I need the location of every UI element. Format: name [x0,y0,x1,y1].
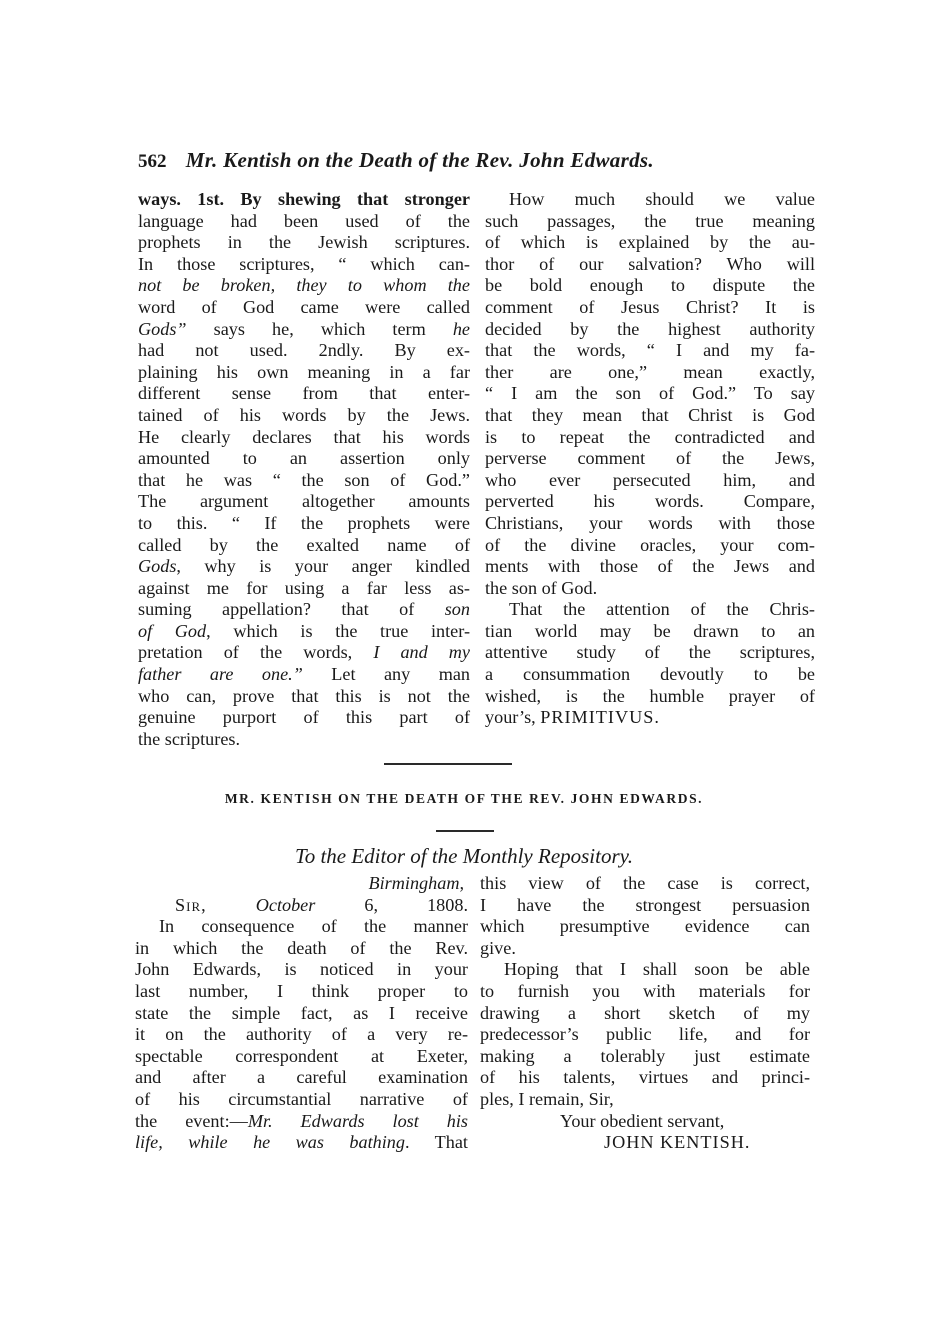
text-segment: suming appellation? that of [138,599,445,620]
text-segment: of his circumstantial narrative of [135,1088,468,1109]
text-line [485,362,815,384]
text-line [135,1046,468,1068]
text-segment: the scriptures. [138,728,241,749]
text-segment: By shewing that stronger [240,189,470,209]
text-line [485,319,815,341]
text-segment: called by the exalted name of [138,534,470,555]
text-line [485,383,815,405]
text-line [480,1067,810,1089]
text-segment: it on the authority of a very re- [135,1024,468,1045]
article-left-lines [135,916,468,1154]
text-line [138,664,470,686]
text-line [138,340,470,362]
text-line [485,513,815,535]
text-segment: That the attention of the Chris- [509,599,815,620]
text-line [138,513,470,535]
article-right-column [480,873,810,1154]
text-line [138,556,470,578]
text-line [480,895,810,917]
text-segment: ples, I remain, Sir, [480,1088,614,1109]
dateline-place: Birmingham, [368,873,464,893]
text-line [485,254,815,276]
previous-letter-sign-off [485,707,815,729]
text-segment: plaining his own meaning in a far [138,361,470,382]
text-line [480,873,810,895]
text-segment: predecessor’s public life, and for [480,1024,810,1045]
text-line [485,470,815,492]
text-segment: that they mean that Christ is God [485,404,815,425]
text-segment: different sense from that enter- [138,383,470,404]
dateline-date: October 6, 1808. [255,894,469,915]
text-line [135,959,468,981]
text-segment: comment of Jesus Christ? It is [485,296,815,317]
text-segment: be bold enough to dispute the [485,275,815,296]
text-segment: I and my [373,642,471,663]
text-line [480,959,810,981]
text-line [138,405,470,427]
text-line [138,686,470,708]
text-line [485,664,815,686]
text-line [485,340,815,362]
text-segment: The argument altogether amounts [138,491,470,512]
page-number: 562 [138,151,167,172]
text-line [485,405,815,427]
text-segment: perverse comment of the Jews, [485,448,815,469]
text-line [138,470,470,492]
text-segment: In consequence of the manner [159,916,468,937]
text-segment: perverted his words. Compare, [485,491,815,512]
text-segment: John Edwards, is noticed in your [135,959,468,980]
text-line [138,254,470,276]
text-segment: to this. “ If the prophets were [138,512,470,533]
text-segment: father are one.” [138,664,303,685]
text-segment: life, while he was bathing [135,1132,405,1153]
salutation-dateline [135,895,468,917]
text-line [135,1111,468,1133]
closing-line: your’s, [485,707,536,728]
text-line [485,556,815,578]
text-segment: of the divine oracles, your com- [485,534,815,555]
text-segment: that he was “ the son of God.” [138,469,470,490]
text-line [138,448,470,470]
text-line [485,535,815,557]
text-segment: pretation of the words, [138,642,374,663]
text-segment: Christians, your words with those [485,512,815,533]
text-segment: he [452,318,470,339]
text-segment: had not used. 2ndly. By ex- [138,340,470,361]
title-divider-rule [436,830,494,832]
text-line [480,938,810,960]
text-line [138,642,470,664]
text-segment: against me for using a far less as- [138,577,470,598]
text-line [485,686,815,708]
text-segment: which presumptive evidence can [480,916,810,937]
text-line [485,642,815,664]
text-line [480,981,810,1003]
text-segment: of his talents, virtues and princi- [480,1067,810,1088]
text-segment: in which the death of the Rev. [135,937,468,958]
text-segment: the son of God. [485,577,598,598]
text-line [138,535,470,557]
text-segment: How much should we value [509,189,815,209]
text-segment: thor of our salvation? Who will [485,253,815,274]
text-line [485,297,815,319]
text-line [485,448,815,470]
text-line [138,427,470,449]
text-segment: that the words, “ I and my fa- [485,340,815,361]
text-segment: ther are one,” mean exactly, [485,361,815,382]
text-segment: says he, which term [186,318,453,339]
text-segment: the event:— [135,1110,248,1131]
text-segment: son [444,599,470,620]
text-segment: they to whom the [296,275,470,296]
text-line [135,1067,468,1089]
text-segment: and after a careful examination [135,1067,468,1088]
text-line [138,491,470,513]
article-left-column [135,873,468,1154]
text-line [485,491,815,513]
text-segment: Gods” [138,318,187,339]
text-line [138,578,470,600]
text-line [138,275,470,297]
text-line [135,981,468,1003]
section-divider-rule [384,763,512,765]
text-line [135,1089,468,1111]
text-segment: state the simple fact, as I receive [135,1002,468,1023]
text-segment: not be broken, [138,275,297,296]
text-segment: He clearly declares that his words [138,426,470,447]
text-line [138,599,470,621]
text-segment: , which is the true inter- [206,620,470,641]
text-segment: decided by the highest authority [485,318,815,339]
text-segment: drawing a short sketch of my [480,1002,810,1023]
text-segment: a consummation devoutly to be [485,664,815,685]
article-right-lines [480,873,810,1111]
text-segment: Gods [138,556,177,577]
text-segment: In those scriptures, “ which can- [138,253,470,274]
text-line [135,916,468,938]
article-title: MR. KENTISH ON THE DEATH OF THE REV. JOHN EDWARDS. [224,791,704,806]
text-line [485,578,815,600]
text-line [135,1132,468,1154]
text-segment: of which is explained by the au- [485,232,815,253]
text-segment: who ever persecuted him, and [485,469,815,490]
text-segment: genuine purport of this part of [138,707,470,728]
text-segment: tained of his words by the Jews. [138,404,470,425]
text-segment: 1st. [197,189,241,209]
text-segment: give. [480,937,516,958]
text-line [138,383,470,405]
text-line [138,297,470,319]
previous-letter-right-lines [485,189,815,707]
text-segment: word of God came were called [138,296,470,317]
text-segment: Mr. Edwards lost his [247,1110,468,1131]
text-segment: last number, I think proper to [135,980,468,1001]
text-line [480,1046,810,1068]
text-segment: spectable correspondent at Exeter, [135,1045,468,1066]
text-segment: is to repeat the contradicted and [485,426,815,447]
running-header [138,148,818,178]
text-line [135,1024,468,1046]
closing-salutation: Your obedient servant, [560,1110,725,1131]
text-segment: wished, is the humble prayer of [485,685,815,706]
text-segment: , why is your anger kindled [176,556,470,577]
salutation: Sir, [175,894,207,915]
text-line [480,916,810,938]
signature-primitivus: PRIMITIVUS. [540,707,660,728]
text-line [485,232,815,254]
text-line [480,1089,810,1111]
text-line [138,707,470,729]
text-segment: tian world may be drawn to an [485,620,815,641]
text-line [138,621,470,643]
text-segment: language had been used of the [138,210,470,231]
text-segment: amounted to an assertion only [138,448,470,469]
text-segment: to furnish you with materials for [480,980,810,1001]
previous-letter-left-column [138,189,470,750]
text-line [480,1024,810,1046]
text-segment: who can, prove that this is not the [138,685,470,706]
text-segment: ways. [138,189,198,209]
text-line [485,427,815,449]
text-line [135,1003,468,1025]
previous-letter-right-column [485,189,815,729]
text-segment: Hoping that I shall soon be able [504,959,810,980]
article-subtitle: To the Editor of the Monthly Repository. [294,844,634,868]
text-line [135,938,468,960]
text-line [485,211,815,233]
text-segment: of God [138,620,207,641]
text-line [138,362,470,384]
text-line [485,275,815,297]
text-line [138,232,470,254]
text-line [138,729,470,751]
text-line [485,189,815,211]
text-segment: “ I am the son of God.” To say [485,383,815,404]
text-line [138,211,470,233]
text-segment: such passages, the true meaning [485,210,815,231]
text-line [138,189,470,211]
signature-john-kentish: JOHN KENTISH. [604,1132,751,1153]
text-segment: ments with those of the Jews and [485,556,815,577]
text-line [485,621,815,643]
text-segment: this view of the case is correct, [480,873,810,893]
text-line [485,599,815,621]
text-segment: Let any man [302,664,471,685]
text-line [138,319,470,341]
running-title: Mr. Kentish on the Death of the Rev. John Edwards. [185,148,654,172]
text-segment: attentive study of the scriptures, [485,642,815,663]
text-segment: . That [405,1132,468,1153]
text-segment: prophets in the Jewish scriptures. [138,232,470,253]
text-segment: I have the strongest persuasion [480,894,810,915]
text-line [480,1003,810,1025]
text-segment: making a tolerably just estimate [480,1045,810,1066]
